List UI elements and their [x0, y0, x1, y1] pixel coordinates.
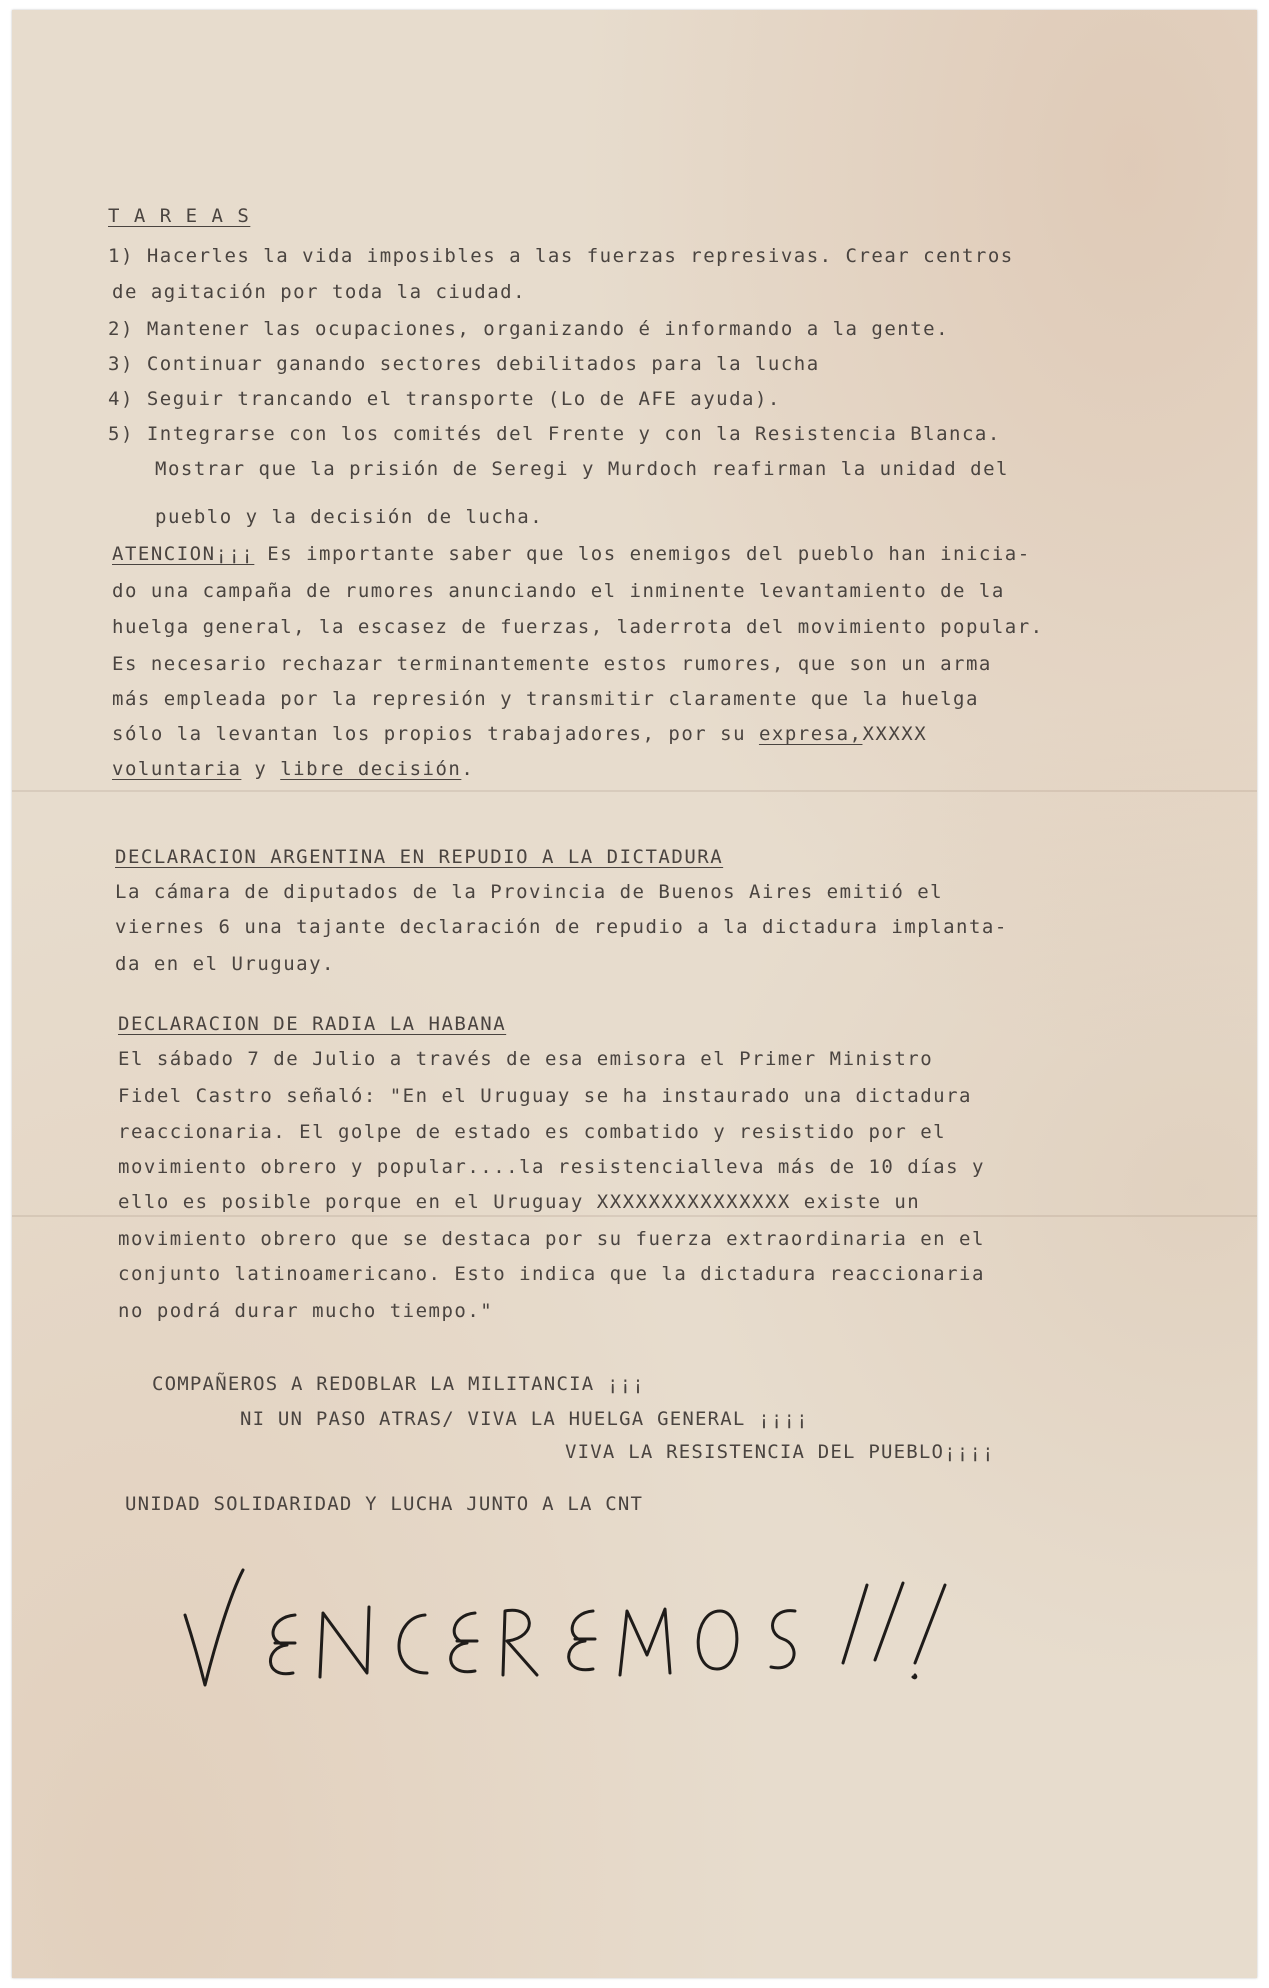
habana-line: Fidel Castro señaló: "En el Uruguay se ha instaurado una dictadura — [118, 1085, 972, 1107]
habana-line — [118, 1193, 920, 1212]
slogan-cnt: UNIDAD SOLIDARIDAD Y LUCHA JUNTO A LA CNT — [125, 1493, 644, 1515]
struck-out-text: XXXXXXXXXXXXXXX — [596, 1191, 791, 1213]
habana-line: no podrá durar mucho tiempo." — [118, 1300, 494, 1322]
underlined-word: libre decisión — [280, 758, 462, 780]
tareas-line: pueblo y la decisión de lucha. — [155, 506, 544, 528]
handwritten-venceremos — [175, 1545, 1105, 1710]
atencion-text: . — [461, 758, 475, 780]
tareas-line: 4) Seguir trancando el transporte (Lo de AFE ayuda). — [108, 388, 781, 410]
atencion-text: sólo la levantan los propios trabajadores, por su — [112, 723, 759, 745]
atencion-text: Es importante saber que los enemigos del pueblo han inicia- — [254, 543, 1031, 565]
underlined-word: expresa, — [758, 723, 863, 745]
atencion-line: do una campaña de rumores anunciando el inminente levantamiento de la — [112, 580, 1005, 602]
habana-text: existe un — [790, 1191, 921, 1213]
tareas-line: Mostrar que la prisión de Seregi y Murdoch reafirman la unidad del — [155, 458, 1009, 480]
struck-out-text: XXXXX — [862, 723, 928, 745]
tareas-heading: T A R E A S — [108, 205, 251, 227]
atencion-text: y — [241, 758, 281, 780]
habana-line: conjunto latinoamericano. Esto indica que la dictadura reaccionaria — [118, 1263, 985, 1285]
tareas-line: de agitación por toda la ciudad. — [112, 281, 527, 303]
fold-line — [12, 790, 1257, 792]
slogan-militancia: COMPAÑEROS A REDOBLAR LA MILITANCIA ¡¡¡ — [152, 1373, 645, 1395]
argentina-heading: DECLARACION ARGENTINA EN REPUDIO A LA DICTADURA — [115, 846, 724, 868]
slogan-resistencia: VIVA LA RESISTENCIA DEL PUEBLO¡¡¡¡ — [565, 1441, 995, 1463]
habana-text: ello es posible porque en el Uruguay — [118, 1191, 597, 1213]
atencion-line — [112, 760, 474, 779]
tareas-line: 2) Mantener las ocupaciones, organizando é informando a la gente. — [108, 318, 950, 340]
atencion-line: Es necesario rechazar terminantemente estos rumores, que son un arma — [112, 653, 992, 675]
tareas-line: 1) Hacerles la vida imposibles a las fuerzas represivas. Crear centros — [108, 245, 1014, 267]
argentina-line: da en el Uruguay. — [115, 953, 335, 975]
atencion-line — [112, 725, 927, 744]
atencion-line — [112, 545, 1031, 564]
tareas-line: 5) Integrarse con los comités del Frente y con la Resistencia Blanca. — [108, 423, 1001, 445]
handwriting-drawing — [175, 1545, 1105, 1705]
fold-line — [12, 1215, 1257, 1217]
habana-line: El sábado 7 de Julio a través de esa emisora el Primer Ministro — [118, 1048, 934, 1070]
slogan-huelga: NI UN PASO ATRAS/ VIVA LA HUELGA GENERAL ¡¡¡¡ — [240, 1408, 809, 1430]
argentina-line: viernes 6 una tajante declaración de repudio a la dictadura implanta- — [115, 916, 1008, 938]
habana-line: movimiento obrero que se destaca por su fuerza extraordinaria en el — [118, 1228, 985, 1250]
atencion-line: huelga general, la escasez de fuerzas, laderrota del movimiento popular. — [112, 616, 1044, 638]
habana-line: movimiento obrero y popular....la resistencialleva más de 10 días y — [118, 1156, 985, 1178]
habana-line: reaccionaria. El golpe de estado es combatido y resistido por el — [118, 1121, 947, 1143]
atencion-line: más empleada por la represión y transmitir claramente que la huelga — [112, 688, 979, 710]
argentina-line: La cámara de diputados de la Provincia de Buenos Aires emitió el — [115, 881, 944, 903]
habana-heading: DECLARACION DE RADIA LA HABANA — [118, 1013, 507, 1035]
atencion-label: ATENCION¡¡¡ — [112, 543, 255, 565]
underlined-word: voluntaria — [112, 758, 242, 780]
tareas-line: 3) Continuar ganando sectores debilitados para la lucha — [108, 353, 820, 375]
